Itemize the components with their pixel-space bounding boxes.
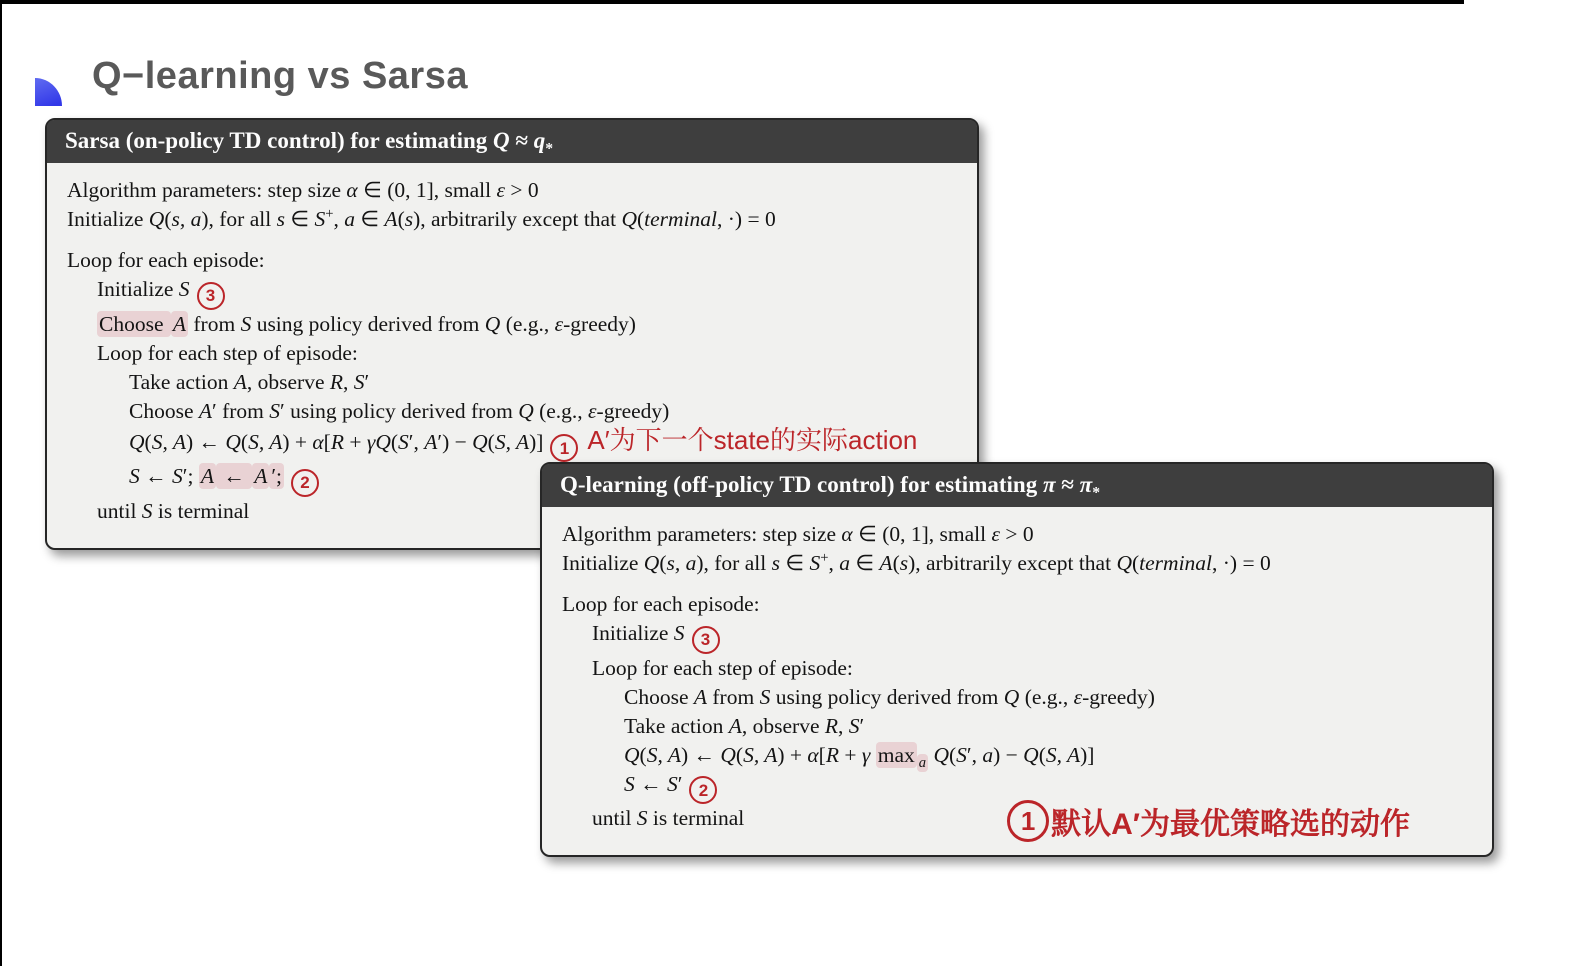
circled-number: 1 <box>1007 800 1049 842</box>
text-segment: Q <box>225 429 241 454</box>
text-segment: ′, <box>408 429 425 454</box>
algorithm-line <box>624 683 1472 712</box>
circled-number: 2 <box>291 469 319 497</box>
text-segment: ( <box>487 429 495 454</box>
text-segment: ) ← <box>680 742 721 767</box>
text-segment: Loop for each episode: <box>67 248 265 272</box>
text-segment: > 0 <box>504 178 539 202</box>
text-segment: ≈ <box>509 128 534 153</box>
text-segment: ε <box>588 398 597 423</box>
text-segment: S <box>673 621 685 645</box>
text-segment: (e.g., <box>533 398 589 423</box>
text-segment: S, A <box>494 429 530 454</box>
text-segment: A <box>233 369 247 394</box>
text-segment: a <box>982 742 994 767</box>
algorithm-line <box>67 176 957 205</box>
frame-top-border <box>0 0 1464 4</box>
text-segment: A <box>198 398 213 423</box>
annotation-text: A′为下一个state的实际action <box>587 424 918 455</box>
text-segment: S <box>956 742 967 767</box>
qlearning-algorithm-box <box>540 462 1494 857</box>
text-segment: -greedy) <box>1082 684 1155 709</box>
algorithm-line <box>67 205 957 234</box>
text-segment: from <box>707 684 760 709</box>
text-segment: + <box>343 429 367 454</box>
text-segment: ), arbitrarily except that <box>413 207 622 231</box>
text-segment: + <box>325 205 334 222</box>
text-segment: ) + <box>282 429 313 454</box>
text-segment: S <box>172 464 183 488</box>
text-segment: S <box>398 429 409 454</box>
text-segment: S <box>178 277 190 301</box>
text-segment: ≈ <box>1055 472 1080 497</box>
text-segment: ( <box>240 429 249 454</box>
text-segment: a <box>344 207 355 231</box>
highlight-segment: A <box>254 464 268 488</box>
text-segment: ( <box>1131 551 1140 575</box>
text-segment: Q <box>472 429 488 454</box>
text-segment: ( <box>1038 742 1046 767</box>
text-segment: , <box>838 713 849 738</box>
text-segment: terminal <box>1139 551 1213 575</box>
qlearning-box-title <box>542 464 1492 507</box>
text-segment: S, A <box>646 742 681 767</box>
text-segment: S <box>636 806 648 830</box>
text-segment: , ·) = 0 <box>717 207 776 231</box>
text-segment: ← <box>634 771 667 796</box>
text-segment: (e.g., <box>500 311 555 336</box>
text-segment: + <box>838 742 862 767</box>
circled-number: 3 <box>692 626 720 654</box>
text-segment: ε <box>1073 684 1083 709</box>
red-annotation <box>1007 799 1410 843</box>
text-segment: is terminal <box>647 806 745 830</box>
highlight-segment: Choose <box>99 311 169 336</box>
circled-number: 2 <box>689 776 717 804</box>
text-segment: S <box>240 311 252 336</box>
text-segment: s <box>404 207 414 231</box>
circled-number: 1 <box>550 434 578 462</box>
text-segment: s <box>899 551 909 575</box>
text-segment: a <box>839 551 850 575</box>
text-segment: S <box>269 398 281 423</box>
text-segment: Q-learning (off-policy TD control) for estimating <box>560 472 1043 497</box>
text-segment: -greedy) <box>563 311 636 336</box>
text-segment: terminal <box>644 207 718 231</box>
algorithm-line <box>67 246 957 275</box>
text-segment: Loop for each episode: <box>562 592 760 616</box>
text-segment: ) ← <box>185 429 226 454</box>
text-segment: ∈ <box>284 207 315 231</box>
text-segment: S <box>314 207 326 231</box>
frame-left-border <box>0 0 2 966</box>
algorithm-line <box>97 275 957 310</box>
text-segment: Take action <box>129 369 234 394</box>
highlight-segment: A <box>172 311 187 336</box>
text-segment: Q <box>720 742 736 767</box>
algorithm-line <box>624 741 1472 770</box>
text-segment: Q <box>148 207 165 231</box>
text-segment: from <box>188 311 241 336</box>
algorithm-line <box>624 712 1472 741</box>
text-segment: Q <box>1116 551 1132 575</box>
text-segment: R <box>825 742 839 767</box>
text-segment: A <box>693 684 708 709</box>
text-segment: Initialize <box>562 551 644 575</box>
page-title: Q−learning vs Sarsa <box>92 55 468 97</box>
text-segment: γ <box>861 742 871 767</box>
text-segment: π <box>1079 472 1093 497</box>
text-segment: R <box>330 429 344 454</box>
text-segment: ′ <box>677 771 683 796</box>
text-segment: π <box>1042 472 1056 497</box>
text-segment: , <box>333 207 345 231</box>
text-segment: , <box>343 369 354 394</box>
text-segment: Q <box>484 311 501 336</box>
text-segment: α <box>807 742 819 767</box>
text-segment: Algorithm parameters: step size <box>562 522 842 546</box>
text-segment: Q <box>624 742 640 767</box>
text-segment: * <box>1092 484 1101 502</box>
text-segment: ( <box>659 551 667 575</box>
text-segment: ( <box>164 207 172 231</box>
text-segment: ε <box>991 522 1000 546</box>
text-segment: ′ from <box>212 398 270 423</box>
text-segment: S, A <box>1045 742 1081 767</box>
text-segment: S <box>353 369 365 394</box>
text-segment: α <box>346 178 358 202</box>
text-segment: ), for all <box>696 551 772 575</box>
text-segment: -greedy) <box>596 398 670 423</box>
text-segment: Initialize <box>592 621 674 645</box>
algorithm-line <box>129 368 957 397</box>
text-segment: ε <box>496 178 505 202</box>
text-segment: ∈ <box>849 551 880 575</box>
text-segment: ∈ <box>354 207 385 231</box>
text-segment: Loop for each step of episode: <box>97 340 358 365</box>
annotation-text: 默认A′为最优策略选的动作 <box>1051 808 1410 841</box>
text-segment: S <box>129 464 140 488</box>
text-segment: ( <box>397 207 405 231</box>
highlight-segment: a <box>918 754 927 771</box>
text-segment: ′ <box>364 369 370 394</box>
text-segment: )] <box>529 429 544 454</box>
highlight-segment: A <box>200 464 214 488</box>
text-segment: until <box>97 498 142 523</box>
text-segment: q <box>533 128 546 153</box>
text-segment: Initialize <box>67 207 149 231</box>
text-segment: Q <box>643 551 660 575</box>
text-segment: α <box>841 522 853 546</box>
algorithm-line <box>129 426 957 463</box>
text-segment: ( <box>639 742 647 767</box>
text-segment: S, A <box>248 429 283 454</box>
text-segment: s <box>771 551 780 575</box>
text-segment: Q <box>1023 742 1039 767</box>
sarsa-box-title <box>47 120 977 163</box>
text-segment: S <box>667 771 678 796</box>
text-segment: using policy derived from <box>251 311 485 336</box>
text-segment: s <box>276 207 285 231</box>
text-segment: Algorithm parameters: step size <box>67 178 347 202</box>
text-segment: + <box>820 549 829 566</box>
text-segment: S <box>759 684 771 709</box>
text-segment: Q <box>621 207 637 231</box>
text-segment: ∈ (0, 1], small <box>357 178 497 202</box>
text-segment: using policy derived from <box>770 684 1004 709</box>
text-segment: S <box>141 498 153 523</box>
text-segment: A <box>728 713 742 738</box>
text-segment: Choose <box>624 684 694 709</box>
algorithm-line <box>97 310 957 339</box>
text-segment: until <box>592 806 637 830</box>
text-segment: [ <box>818 742 826 767</box>
text-segment: ( <box>948 742 957 767</box>
text-segment: ( <box>144 429 152 454</box>
text-segment: ′; <box>182 464 199 488</box>
text-segment: Q <box>1003 684 1020 709</box>
algorithm-line <box>562 520 1472 549</box>
text-segment: s, a <box>666 551 697 575</box>
text-segment: ← <box>139 464 172 488</box>
text-segment: ( <box>892 551 900 575</box>
text-segment: ′) − <box>437 429 473 454</box>
text-segment: S, A <box>743 742 778 767</box>
text-segment: is terminal <box>152 498 250 523</box>
text-segment: R <box>824 713 839 738</box>
text-segment: (e.g., <box>1019 684 1074 709</box>
text-segment: Choose <box>129 398 199 423</box>
text-segment: ′ using policy derived from <box>280 398 519 423</box>
text-segment: ′ <box>859 713 865 738</box>
text-segment: R <box>329 369 344 394</box>
algorithm-line <box>129 397 957 426</box>
text-segment: ′, <box>966 742 983 767</box>
text-segment: S <box>624 771 635 796</box>
text-segment: ∈ (0, 1], small <box>852 522 992 546</box>
text-segment: [ <box>323 429 331 454</box>
text-segment <box>870 743 875 767</box>
text-segment: S, A <box>151 429 186 454</box>
algorithm-line <box>592 654 1472 683</box>
text-segment: Initialize <box>97 277 179 301</box>
text-segment: ( <box>636 207 645 231</box>
highlight-segment: ← <box>217 464 251 488</box>
algorithm-line <box>562 590 1472 619</box>
text-segment: S <box>848 713 860 738</box>
text-segment: α <box>312 429 324 454</box>
text-segment: ( <box>735 742 744 767</box>
text-segment: s, a <box>171 207 202 231</box>
text-segment: S <box>809 551 821 575</box>
text-segment: ), arbitrarily except that <box>908 551 1117 575</box>
text-segment: , observe <box>246 369 330 394</box>
text-segment: Sarsa (on-policy TD control) for estimating <box>65 128 494 153</box>
text-segment: Q <box>493 128 510 153</box>
text-segment: A <box>384 207 398 231</box>
algorithm-line <box>562 549 1472 578</box>
text-segment: Q <box>129 429 145 454</box>
text-segment: )] <box>1080 742 1095 767</box>
algorithm-line <box>592 619 1472 654</box>
text-segment: γQ <box>366 429 391 454</box>
text-segment: * <box>545 140 554 158</box>
highlight-segment: ′; <box>271 464 283 488</box>
text-segment: Q <box>518 398 534 423</box>
text-segment: ), for all <box>201 207 277 231</box>
text-segment: Q <box>933 742 949 767</box>
text-segment: A <box>424 429 438 454</box>
text-segment: ε <box>554 311 564 336</box>
text-segment: , <box>828 551 840 575</box>
text-segment: Take action <box>624 713 729 738</box>
text-segment: ( <box>390 429 399 454</box>
text-segment: , observe <box>741 713 825 738</box>
text-segment: A <box>879 551 893 575</box>
algorithm-line <box>97 339 957 368</box>
qlearning-box-body <box>542 507 1492 855</box>
text-segment: Loop for each step of episode: <box>592 655 853 680</box>
text-segment: ) + <box>777 742 808 767</box>
blue-quarter-accent-icon <box>35 78 62 106</box>
circled-number: 3 <box>197 282 225 310</box>
text-segment: ) − <box>993 742 1024 767</box>
highlight-segment: max <box>877 742 915 767</box>
text-segment: > 0 <box>999 522 1034 546</box>
text-segment: , ·) = 0 <box>1212 551 1271 575</box>
text-segment: ∈ <box>779 551 810 575</box>
